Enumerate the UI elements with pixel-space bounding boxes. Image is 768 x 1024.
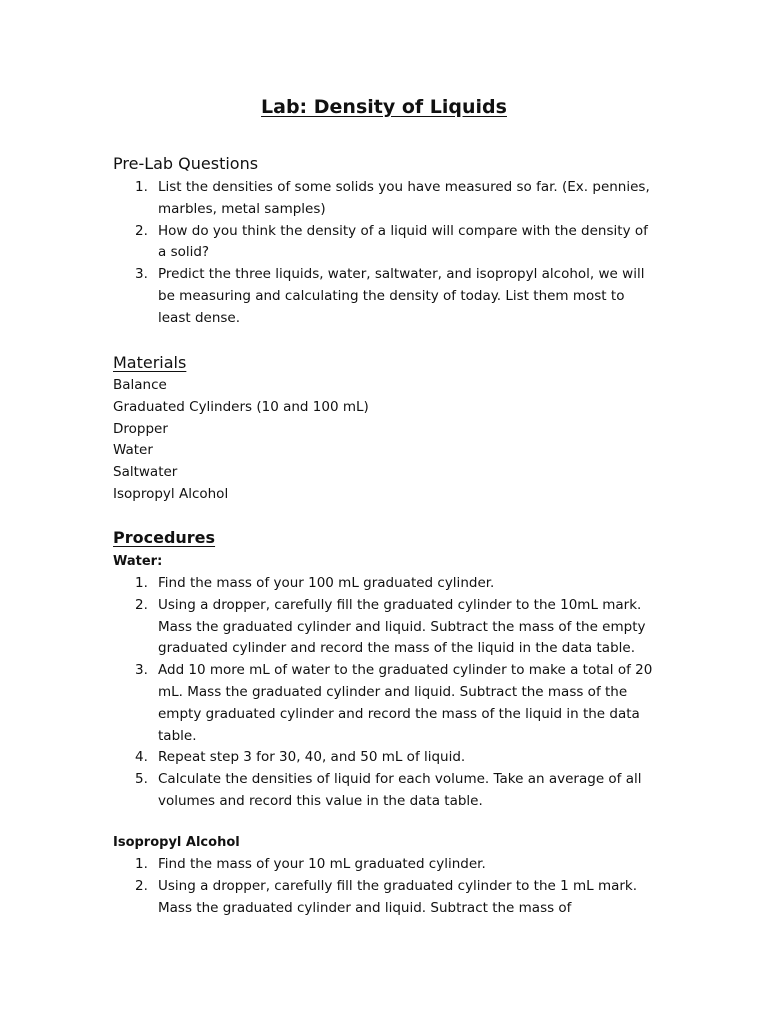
isopropyl-subheading: Isopropyl Alcohol — [113, 835, 240, 850]
list-item: 1. Find the mass of your 10 mL graduated cylinder. — [135, 856, 486, 872]
material-item: Dropper — [113, 420, 168, 437]
material-item: Saltwater — [113, 464, 178, 481]
prelab-list — [113, 177, 658, 330]
prelab-heading: Pre-Lab Questions — [113, 154, 259, 173]
materials-list — [113, 375, 369, 506]
list-item: 3. Predict the three liquids, water, saltwater, and isopropyl alcohol, we will be measuring and calculating the density of today. List them most to least dense. — [135, 266, 645, 326]
list-item: 1. List the densities of some solids you have measured so far. (Ex. pennies, marbles, metal samples) — [135, 179, 650, 217]
list-item: 1. Find the mass of your 100 mL graduated cylinder. — [135, 575, 495, 591]
page-title: Lab: Density of Liquids — [261, 96, 507, 118]
material-item: Graduated Cylinders (10 and 100 mL) — [113, 398, 369, 415]
list-item: 5. Calculate the densities of liquid for each volume. Take an average of all volumes and record this value in the data table. — [135, 771, 642, 809]
water-procedure-list — [113, 573, 658, 813]
list-item: 2. How do you think the density of a liquid will compare with the density of a solid? — [135, 222, 648, 261]
materials-heading: Materials — [113, 353, 187, 372]
material-item: Balance — [113, 377, 167, 393]
list-item: 2. Using a dropper, carefully fill the graduated cylinder to the 10mL mark. Mass the graduated cylinder and liquid. Subtract the mass of the empty graduated cylinder and record the mass of the liquid in the data table. — [135, 596, 646, 657]
isopropyl-procedure-list — [113, 854, 658, 919]
material-item: Isopropyl Alcohol — [113, 485, 229, 502]
material-item: Water — [113, 442, 153, 459]
list-item: 4. Repeat step 3 for 30, 40, and 50 mL of liquid. — [135, 749, 466, 766]
list-item: 2. Using a dropper, carefully fill the graduated cylinder to the 1 mL mark. Mass the graduated cylinder and liquid. Subtract the mass of — [135, 877, 638, 916]
water-subheading: Water: — [113, 554, 163, 569]
procedures-heading: Procedures — [113, 528, 216, 547]
list-item: 3. Add 10 more mL of water to the graduated cylinder to make a total of 20 mL. Mass the graduated cylinder and liquid. Subtract the mass of the empty graduated cylinder and record the mass of the liquid in the data table. — [135, 662, 653, 744]
